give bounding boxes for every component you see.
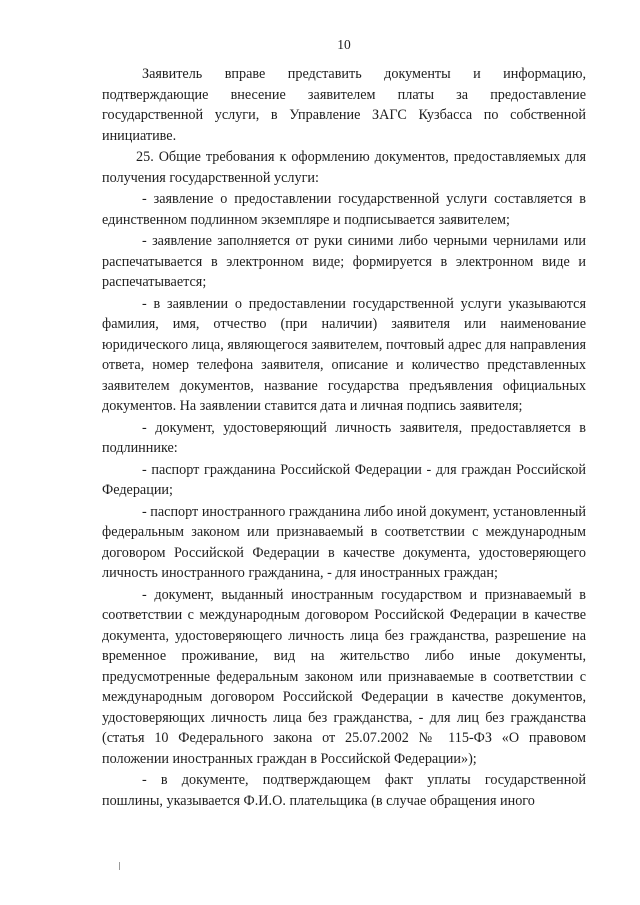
list-item-application-contents: - в заявлении о предоставлении государственной услуги указываются фамилия, имя, отчество (при наличии) заявителя или наименование юридического лица, являющегося заявителем, почтовый адрес для направления ответа, номер телефона заявителя, описание и количество представленных заявителем документов, название государства предъявления официальных документов. На заявлении ставится дата и личная подпись заявителя; <box>102 295 586 414</box>
paragraph-applicant-right: Заявитель вправе представить документы и информацию, подтверждающие внесение заявителем платы за предоставление государственной услуги, в Управление ЗАГС Кузбасса по собственной инициативе. <box>102 66 586 144</box>
document-body <box>102 64 586 812</box>
list-item-identity-document: - документ, удостоверяющий личность заявителя, предоставляется в подлиннике: <box>102 419 586 456</box>
page-number: 10 <box>337 37 351 52</box>
list-item-state-fee-payment: - в документе, подтверждающем факт уплаты государственной пошлины, указывается Ф.И.О. плательщика (в случае обращения иного <box>102 772 586 809</box>
list-item-stateless-document: - документ, выданный иностранным государством и признаваемый в соответствии с международным договором Российской Федерации в качестве документа, удостоверяющего личность лица без гражданства, разрешение на временное проживание, вид на жительство либо иные документы, предусмотренные федеральным законом или признаваемые в соответствии с международным договором Российской Федерации в качестве документов, удостоверяющих личность лица без гражданства, - для лиц без гражданства (статья 10 Федерального закона от 25.07.2002 № 115-ФЗ «О правовом положении иностранных граждан в Российской Федерации»); <box>102 586 586 767</box>
list-item-foreign-passport: - паспорт иностранного гражданина либо иной документ, установленный федеральным законом или признаваемый в соответствии с международным договором Российской Федерации в качестве документа, удостоверяющего личность иностранного гражданина, - для иностранных граждан; <box>102 503 586 581</box>
list-item-ink-or-print: - заявление заполняется от руки синими либо черными чернилами или распечатывается в электронном виде; формируется в электронном виде и распечатывается; <box>102 233 586 290</box>
list-item-single-copy: - заявление о предоставлении государственной услуги составляется в единственном подлинном экземпляре и подписывается заявителем; <box>102 191 586 228</box>
scan-artifact <box>119 862 120 870</box>
list-item-russian-passport: - паспорт гражданина Российской Федерации - для граждан Российской Федерации; <box>102 461 586 498</box>
paragraph-item-25: 25. Общие требования к оформлению документов, предоставляемых для получения государственной услуги: <box>102 149 586 186</box>
